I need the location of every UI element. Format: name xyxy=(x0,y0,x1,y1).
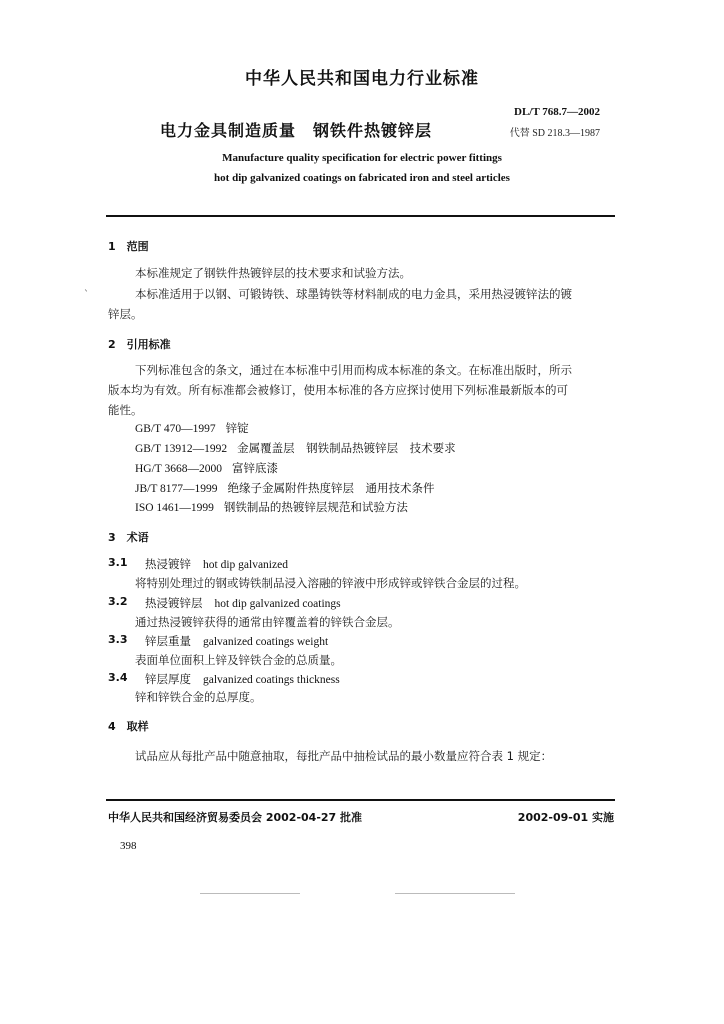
section-1-para-2: 本标准适用于以钢、可锻铸铁、球墨铸铁等材料制成的电力金具，采用热浸镀锌法的镀 xyxy=(135,287,572,301)
term-number: 3.2 xyxy=(108,595,128,608)
effective-date: 2002-09-01 实施 xyxy=(517,811,614,824)
section-2-para-line-2: 版本均为有效。所有标准都会被修订，使用本标准的各方应探讨使用下列标准最新版本的可 xyxy=(108,383,568,397)
section-1-para-2-cont: 锌层。 xyxy=(108,307,143,321)
scan-artifact xyxy=(200,893,300,894)
english-title-line-1: Manufacture quality specification for electric power fittings xyxy=(222,152,502,164)
reference-item: GB/T 470—1997 锌锭 xyxy=(135,421,249,435)
term-number: 3.4 xyxy=(108,671,128,684)
standard-number: DL/T 768.7—2002 xyxy=(514,106,600,118)
english-title-line-2: hot dip galvanized coatings on fabricated iron and steel articles xyxy=(214,172,510,184)
document-title: 电力金具制造质量 钢铁件热镀锌层 xyxy=(160,121,433,140)
replaces-standard: 代替 SD 218.3—1987 xyxy=(509,128,600,139)
term-title: 热浸镀锌 hot dip galvanized xyxy=(145,557,288,571)
issuing-authority: 中华人民共和国经济贸易委员会 2002-04-27 批准 xyxy=(108,811,363,824)
standard-category-title: 中华人民共和国电力行业标准 xyxy=(245,69,479,89)
term-definition: 通过热浸镀锌获得的通常由锌覆盖着的锌铁合金层。 xyxy=(135,615,400,629)
reference-item: HG/T 3668—2000 富锌底漆 xyxy=(135,461,278,475)
term-number: 3.3 xyxy=(108,633,128,646)
term-number: 3.1 xyxy=(108,556,128,569)
bottom-divider xyxy=(106,799,615,801)
term-definition: 锌和锌铁合金的总厚度。 xyxy=(135,690,262,704)
reference-item: JB/T 8177—1999 绝缘子金属附件热度锌层 通用技术条件 xyxy=(135,481,435,495)
term-definition: 表面单位面积上锌及锌铁合金的总质量。 xyxy=(135,653,342,667)
section-3-heading: 3 术语 xyxy=(108,531,149,544)
section-1-para-1: 本标准规定了钢铁件热镀锌层的技术要求和试验方法。 xyxy=(135,266,411,280)
section-2-heading: 2 引用标准 xyxy=(108,338,171,351)
section-1-heading: 1 范围 xyxy=(108,240,149,253)
section-2-para-line-3: 能性。 xyxy=(108,403,143,417)
term-definition: 将特别处理过的钢或铸铁制品浸入溶融的锌液中形成锌或锌铁合金层的过程。 xyxy=(135,576,526,590)
section-4-para: 试品应从每批产品中随意抽取，每批产品中抽检试品的最小数量应符合表 1 规定： xyxy=(135,749,553,763)
top-divider xyxy=(106,215,615,217)
page-number: 398 xyxy=(120,840,137,852)
section-4-heading: 4 取样 xyxy=(108,720,149,733)
term-title: 热浸镀锌层 hot dip galvanized coatings xyxy=(145,596,341,610)
scan-speck: ˋ xyxy=(84,290,89,301)
reference-item: GB/T 13912—1992 金属覆盖层 钢铁制品热镀锌层 技术要求 xyxy=(135,441,456,455)
section-2-para-line-1: 下列标准包含的条文，通过在本标准中引用而构成本标准的条文。在标准出版时，所示 xyxy=(135,363,572,377)
term-title: 锌层重量 galvanized coatings weight xyxy=(145,634,329,648)
term-title: 锌层厚度 galvanized coatings thickness xyxy=(145,672,340,686)
scan-artifact xyxy=(395,893,515,894)
reference-item: ISO 1461—1999 钢铁制品的热镀锌层规范和试验方法 xyxy=(135,500,408,514)
